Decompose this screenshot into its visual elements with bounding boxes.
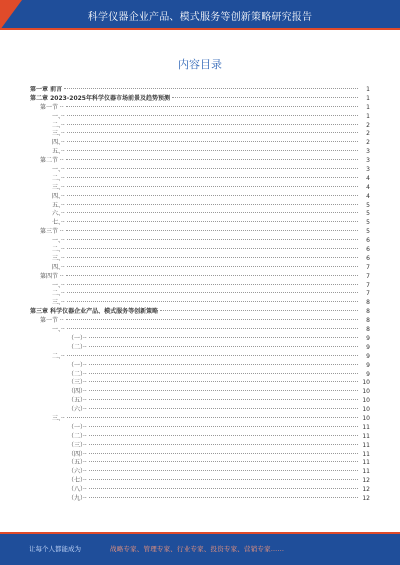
toc-entry-label: （二）·· xyxy=(68,343,87,351)
toc-dot-leader xyxy=(89,488,358,489)
toc-entry-label: 三、·· xyxy=(52,254,65,262)
toc-entry[interactable] xyxy=(30,388,370,397)
toc-entry-page: 7 xyxy=(366,281,370,289)
toc-entry-page: 3 xyxy=(366,157,370,165)
toc-dot-leader xyxy=(67,248,358,249)
toc-heading: 内容目录 xyxy=(178,58,222,71)
toc-entry[interactable] xyxy=(30,415,370,424)
toc-dot-leader xyxy=(67,239,358,240)
toc-entry-page: 9 xyxy=(366,334,370,342)
toc-entry-label: 第一节 ·· xyxy=(40,103,64,111)
toc-entry-label: 四、·· xyxy=(52,263,65,271)
toc-dot-leader xyxy=(67,132,358,133)
toc-entry[interactable] xyxy=(30,210,370,219)
toc-dot-leader xyxy=(89,479,358,480)
toc-entry-label: （四）·· xyxy=(68,388,87,396)
report-title: 科学仪器企业产品、模式服务等创新策略研究报告 xyxy=(87,11,313,23)
toc-entry-page: 12 xyxy=(362,486,370,494)
toc-entry-page: 1 xyxy=(366,86,370,93)
toc-entry-page: 1 xyxy=(366,112,370,120)
toc-entry-label: 二、·· xyxy=(52,121,65,129)
toc-entry-label: 五、·· xyxy=(52,148,65,156)
toc-entry[interactable] xyxy=(30,95,370,104)
toc-dot-leader xyxy=(67,221,358,222)
toc-entry-label: 六、·· xyxy=(52,210,65,218)
toc-entry-label: 三、·· xyxy=(52,130,65,138)
toc-dot-leader xyxy=(67,195,358,196)
footer-tagline: 战略专家、管理专家、行业专家、投资专家、营销专家…… xyxy=(110,545,285,553)
toc-entry-page: 4 xyxy=(366,183,370,191)
toc-entry-page: 10 xyxy=(362,379,370,387)
toc-entry-page: 7 xyxy=(366,263,370,271)
toc-entry-label: （九）·· xyxy=(68,494,87,502)
toc-entry[interactable] xyxy=(30,344,370,353)
toc-entry-label: 一、·· xyxy=(52,166,65,174)
toc-dot-leader xyxy=(160,310,358,311)
toc-dot-leader xyxy=(67,186,358,187)
toc-dot-leader xyxy=(89,426,358,427)
toc-entry-page: 8 xyxy=(366,317,370,325)
toc-dot-leader xyxy=(67,212,358,213)
toc-entry-label: （五）·· xyxy=(68,397,87,405)
toc-entry-page: 8 xyxy=(366,308,370,316)
toc-dot-leader xyxy=(89,408,358,409)
toc-dot-leader xyxy=(67,150,358,151)
toc-entry-page: 5 xyxy=(366,201,370,209)
toc-entry-label: 五、·· xyxy=(52,201,65,209)
toc-entry[interactable] xyxy=(30,130,370,139)
toc-dot-leader xyxy=(66,230,358,231)
toc-dot-leader xyxy=(66,319,358,320)
toc-entry-page: 6 xyxy=(366,254,370,262)
toc-entry-label: 二、·· xyxy=(52,246,65,254)
toc-entry[interactable] xyxy=(30,451,370,460)
toc-entry-page: 9 xyxy=(366,352,370,360)
toc-entry[interactable] xyxy=(30,175,370,184)
toc-entry-label: 第二节 ·· xyxy=(40,157,64,165)
toc-entry[interactable] xyxy=(30,468,370,477)
toc-entry-page: 4 xyxy=(366,174,370,182)
toc-entry-label: （七）·· xyxy=(68,477,87,485)
toc-entry[interactable] xyxy=(30,433,370,442)
toc-entry-page: 3 xyxy=(366,166,370,174)
toc-entry[interactable] xyxy=(30,353,370,362)
toc-entry[interactable] xyxy=(30,139,370,148)
toc-entry[interactable] xyxy=(30,442,370,451)
toc-entry-page: 8 xyxy=(366,299,370,307)
toc-dot-leader xyxy=(67,355,358,356)
toc-entry-page: 10 xyxy=(362,397,370,405)
toc-entry-label: （八）·· xyxy=(68,486,87,494)
toc-entry-label: 二、·· xyxy=(52,174,65,182)
toc-entry[interactable] xyxy=(30,122,370,131)
toc-entry-label: （二）·· xyxy=(68,432,87,440)
toc-dot-leader xyxy=(67,177,358,178)
toc-dot-leader xyxy=(172,97,358,98)
toc-entry-page: 11 xyxy=(362,441,370,449)
toc-dot-leader xyxy=(66,159,358,160)
toc-entry-label: 第二章 2023-2025年科学仪器市场前景及趋势预测 xyxy=(30,94,170,102)
toc-entry-label: 一、·· xyxy=(52,112,65,120)
toc-entry-label: 第一节 ·· xyxy=(40,317,64,325)
toc-entry-label: 一、·· xyxy=(52,326,65,334)
toc-dot-leader xyxy=(89,461,358,462)
toc-entry[interactable] xyxy=(30,317,370,326)
toc-entry-page: 11 xyxy=(362,468,370,476)
toc-entry-page: 10 xyxy=(362,388,370,396)
toc-entry-label: 七、·· xyxy=(52,219,65,227)
toc-entry[interactable] xyxy=(30,406,370,415)
toc-entry-page: 1 xyxy=(366,103,370,111)
toc-entry-label: 第三节 ·· xyxy=(40,228,64,236)
toc-entry-label: （一）·· xyxy=(68,361,87,369)
toc-entry-label: （六）·· xyxy=(68,468,87,476)
toc-entry-label: （四）·· xyxy=(68,450,87,458)
toc-entry-label: （一）·· xyxy=(68,334,87,342)
toc-entry-page: 7 xyxy=(366,290,370,298)
toc-entry[interactable] xyxy=(30,184,370,193)
toc-dot-leader xyxy=(89,435,358,436)
toc-dot-leader xyxy=(89,373,358,374)
footer-slogan: 让每个人都能成为 xyxy=(29,545,81,553)
toc-entry-page: 5 xyxy=(366,210,370,218)
toc-dot-leader xyxy=(89,444,358,445)
toc-entry[interactable] xyxy=(30,264,370,273)
toc-dot-leader xyxy=(89,364,358,365)
toc-entry-page: 10 xyxy=(362,414,370,422)
toc-dot-leader xyxy=(66,275,358,276)
toc-entry[interactable] xyxy=(30,157,370,166)
toc-entry-page: 10 xyxy=(362,406,370,414)
toc-dot-leader xyxy=(89,497,358,498)
toc-entry[interactable] xyxy=(30,237,370,246)
toc-entry[interactable] xyxy=(30,202,370,211)
toc-entry-label: （二）·· xyxy=(68,370,87,378)
toc-dot-leader xyxy=(67,266,358,267)
toc-entry[interactable] xyxy=(30,308,370,317)
toc-entry-label: 第四节 ·· xyxy=(40,272,64,280)
toc-entry-page: 4 xyxy=(366,192,370,200)
toc-dot-leader xyxy=(67,328,358,329)
toc-entry[interactable] xyxy=(30,397,370,406)
toc-entry-page: 9 xyxy=(366,343,370,351)
toc-dot-leader xyxy=(89,337,358,338)
toc-entry[interactable] xyxy=(30,166,370,175)
toc-dot-leader xyxy=(89,399,358,400)
toc-entry-label: 二、·· xyxy=(52,352,65,360)
toc-entry[interactable] xyxy=(30,282,370,291)
toc-entry-page: 8 xyxy=(366,326,370,334)
toc-entry-page: 12 xyxy=(362,477,370,485)
toc-entry-label: （三）·· xyxy=(68,379,87,387)
toc-entry-page: 6 xyxy=(366,237,370,245)
toc-entry[interactable] xyxy=(30,371,370,380)
toc-entry-label: （六）·· xyxy=(68,406,87,414)
toc-entry[interactable] xyxy=(30,459,370,468)
toc-dot-leader xyxy=(67,292,358,293)
toc-entry[interactable] xyxy=(30,104,370,113)
toc-entry[interactable] xyxy=(30,228,370,237)
toc-entry-label: 第三章 科学仪器企业产品、模式服务等创新策略 xyxy=(30,308,159,316)
toc-entry[interactable] xyxy=(30,495,370,504)
toc-entry-label: 三、·· xyxy=(52,414,65,422)
toc-dot-leader xyxy=(67,257,358,258)
toc-entry-label: （五）·· xyxy=(68,459,87,467)
toc-entry-page: 11 xyxy=(362,459,370,467)
toc-dot-leader xyxy=(67,417,358,418)
toc-entry-page: 1 xyxy=(366,94,370,102)
toc-entry[interactable] xyxy=(30,273,370,282)
toc-entry-label: 四、·· xyxy=(52,192,65,200)
toc-entry[interactable] xyxy=(30,326,370,335)
toc-entry[interactable] xyxy=(30,335,370,344)
toc-dot-leader xyxy=(67,301,358,302)
toc-entry-page: 11 xyxy=(362,432,370,440)
toc-entry[interactable] xyxy=(30,219,370,228)
toc-entry-page: 7 xyxy=(366,272,370,280)
toc-entry-label: 二、·· xyxy=(52,290,65,298)
toc-dot-leader xyxy=(67,168,358,169)
toc-entry[interactable] xyxy=(30,113,370,122)
toc-entry-page: 5 xyxy=(366,228,370,236)
toc-entry-page: 3 xyxy=(366,148,370,156)
toc-entry-page: 11 xyxy=(362,450,370,458)
toc-entry-page: 2 xyxy=(366,139,370,147)
toc-dot-leader xyxy=(67,124,358,125)
toc-entry[interactable] xyxy=(30,290,370,299)
toc-entry-page: 9 xyxy=(366,370,370,378)
report-footer xyxy=(0,532,400,565)
toc-entry-page: 2 xyxy=(366,130,370,138)
toc-entry-label: 一、·· xyxy=(52,281,65,289)
toc-entry-label: 一、·· xyxy=(52,237,65,245)
toc-entry[interactable] xyxy=(30,193,370,202)
toc-entry[interactable] xyxy=(30,379,370,388)
toc-entry-label: （三）·· xyxy=(68,441,87,449)
toc-entry-label: 第一章 前言 xyxy=(30,86,63,93)
toc-entry-page: 9 xyxy=(366,361,370,369)
toc-entry-label: （一）·· xyxy=(68,423,87,431)
toc-entry[interactable] xyxy=(30,246,370,255)
toc-dot-leader xyxy=(67,115,358,116)
toc-entry[interactable] xyxy=(30,486,370,495)
toc-entry[interactable] xyxy=(30,424,370,433)
toc-entry[interactable] xyxy=(30,86,370,95)
toc-entry[interactable] xyxy=(30,148,370,157)
toc-entry[interactable] xyxy=(30,477,370,486)
toc-entry-page: 5 xyxy=(366,219,370,227)
report-header xyxy=(0,0,400,30)
toc-entry-page: 2 xyxy=(366,121,370,129)
toc-dot-leader xyxy=(64,88,358,89)
toc-entry-page: 11 xyxy=(362,423,370,431)
table-of-contents xyxy=(30,86,370,516)
toc-dot-leader xyxy=(67,204,358,205)
toc-entry-page: 6 xyxy=(366,246,370,254)
toc-dot-leader xyxy=(89,381,358,382)
toc-dot-leader xyxy=(89,470,358,471)
toc-entry[interactable] xyxy=(30,299,370,308)
toc-entry-page: 12 xyxy=(362,494,370,502)
toc-dot-leader xyxy=(67,141,358,142)
toc-dot-leader xyxy=(89,453,358,454)
toc-dot-leader xyxy=(66,106,358,107)
toc-entry[interactable] xyxy=(30,255,370,264)
toc-dot-leader xyxy=(67,284,358,285)
toc-entry-label: 四、·· xyxy=(52,139,65,147)
toc-dot-leader xyxy=(89,346,358,347)
toc-entry[interactable] xyxy=(30,362,370,371)
toc-dot-leader xyxy=(89,390,358,391)
header-corner-accent xyxy=(0,0,22,30)
toc-entry-label: 三、·· xyxy=(52,183,65,191)
toc-entry-label: 三、·· xyxy=(52,299,65,307)
